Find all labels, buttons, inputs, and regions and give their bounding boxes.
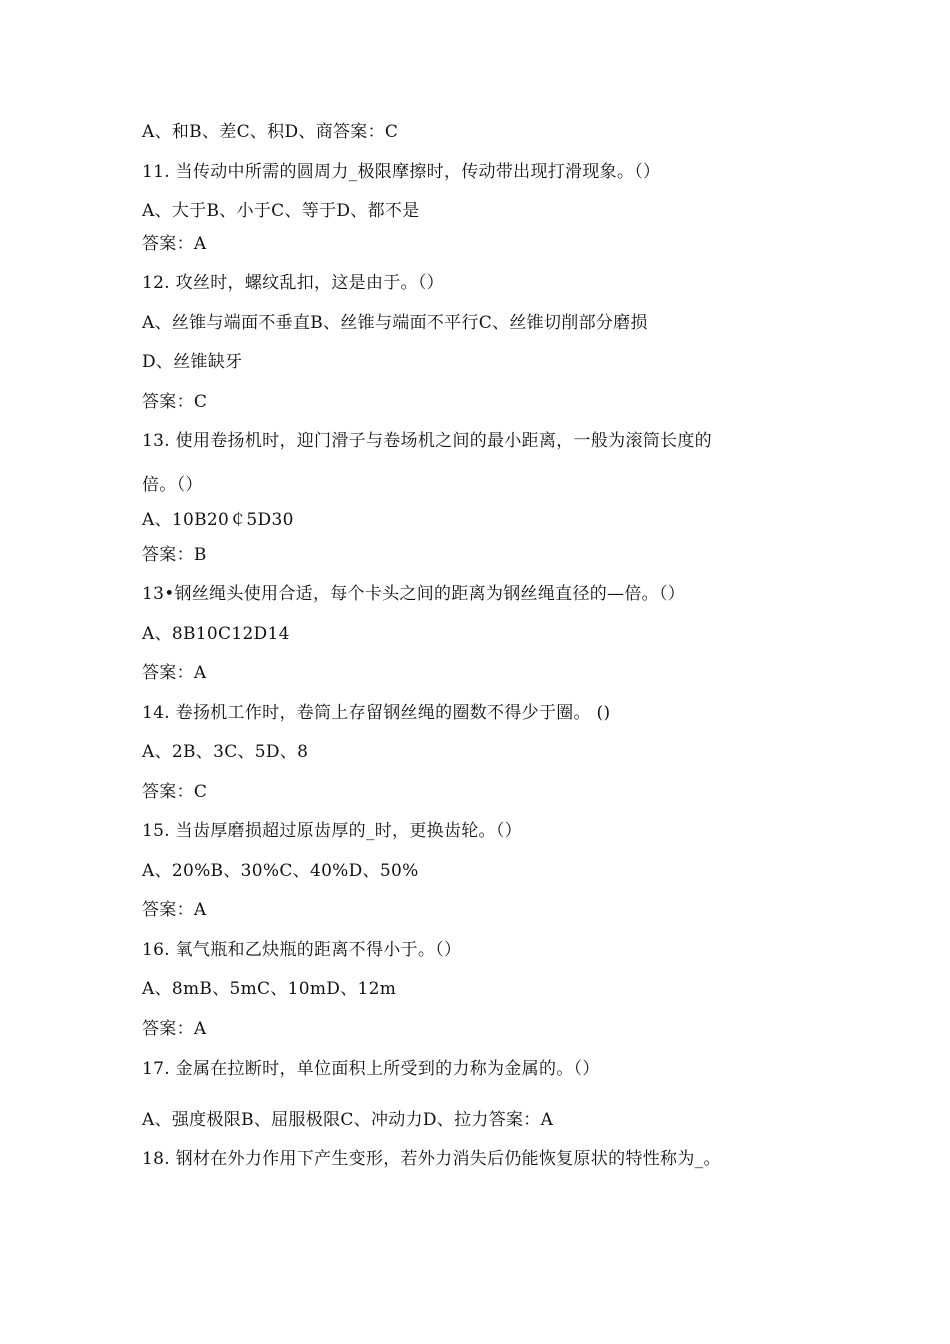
options-12-b: D、丝锥缺牙 <box>142 352 243 372</box>
answer-13: 答案：B <box>142 545 207 565</box>
answer-options-line: A、和B、差C、积D、商答案：C <box>142 122 399 142</box>
options-12-a: A、丝锥与端面不垂直B、丝锥与端面不平行C、丝锥切削部分磨损 <box>142 313 648 333</box>
question-15: 15. 当齿厚磨损超过原齿厚的_时，更换齿轮。（） <box>142 821 522 841</box>
question-13-a: 13. 使用卷扬机时，迎门滑子与卷场机之间的最小距离，一般为滚筒长度的 <box>142 431 712 451</box>
options-14: A、2B、3C、5D、8 <box>142 742 309 762</box>
question-18: 18. 钢材在外力作用下产生变形，若外力消失后仍能恢复原状的特性称为_。 <box>142 1149 721 1169</box>
answer-14: 答案：C <box>142 782 208 802</box>
options-15: A、20%B、30%C、40%D、50% <box>142 861 419 881</box>
options-17: A、强度极限B、屈服极限C、冲动力D、拉力答案：A <box>142 1110 554 1130</box>
options-13-wire: A、8B10C12D14 <box>142 624 290 644</box>
answer-12: 答案：C <box>142 392 208 412</box>
options-16: A、8mB、5mC、10mD、12m <box>142 979 397 999</box>
answer-16: 答案：A <box>142 1019 207 1039</box>
question-16: 16. 氧气瓶和乙炔瓶的距离不得小于。（） <box>142 940 462 960</box>
question-13-wire: 13•钢丝绳头使用合适，每个卡头之间的距离为钢丝绳直径的—倍。（） <box>142 584 686 604</box>
question-14: 14. 卷扬机工作时，卷筒上存留钢丝绳的圈数不得少于圈。 () <box>142 703 611 723</box>
answer-15: 答案：A <box>142 900 207 920</box>
question-13-b: 倍。（） <box>142 475 203 495</box>
question-17: 17. 金属在拉断时，单位面积上所受到的力称为金属的。（） <box>142 1059 600 1079</box>
answer-11: 答案：A <box>142 234 207 254</box>
answer-13-wire: 答案：A <box>142 663 207 683</box>
question-11: 11. 当传动中所需的圆周力_极限摩擦时，传动带出现打滑现象。（） <box>142 162 661 182</box>
options-13: A、10B20￠5D30 <box>142 510 294 530</box>
question-12: 12. 攻丝时，螺纹乱扣，这是由于。（） <box>142 273 444 293</box>
options-11: A、大于B、小于C、等于D、都不是 <box>142 201 420 221</box>
